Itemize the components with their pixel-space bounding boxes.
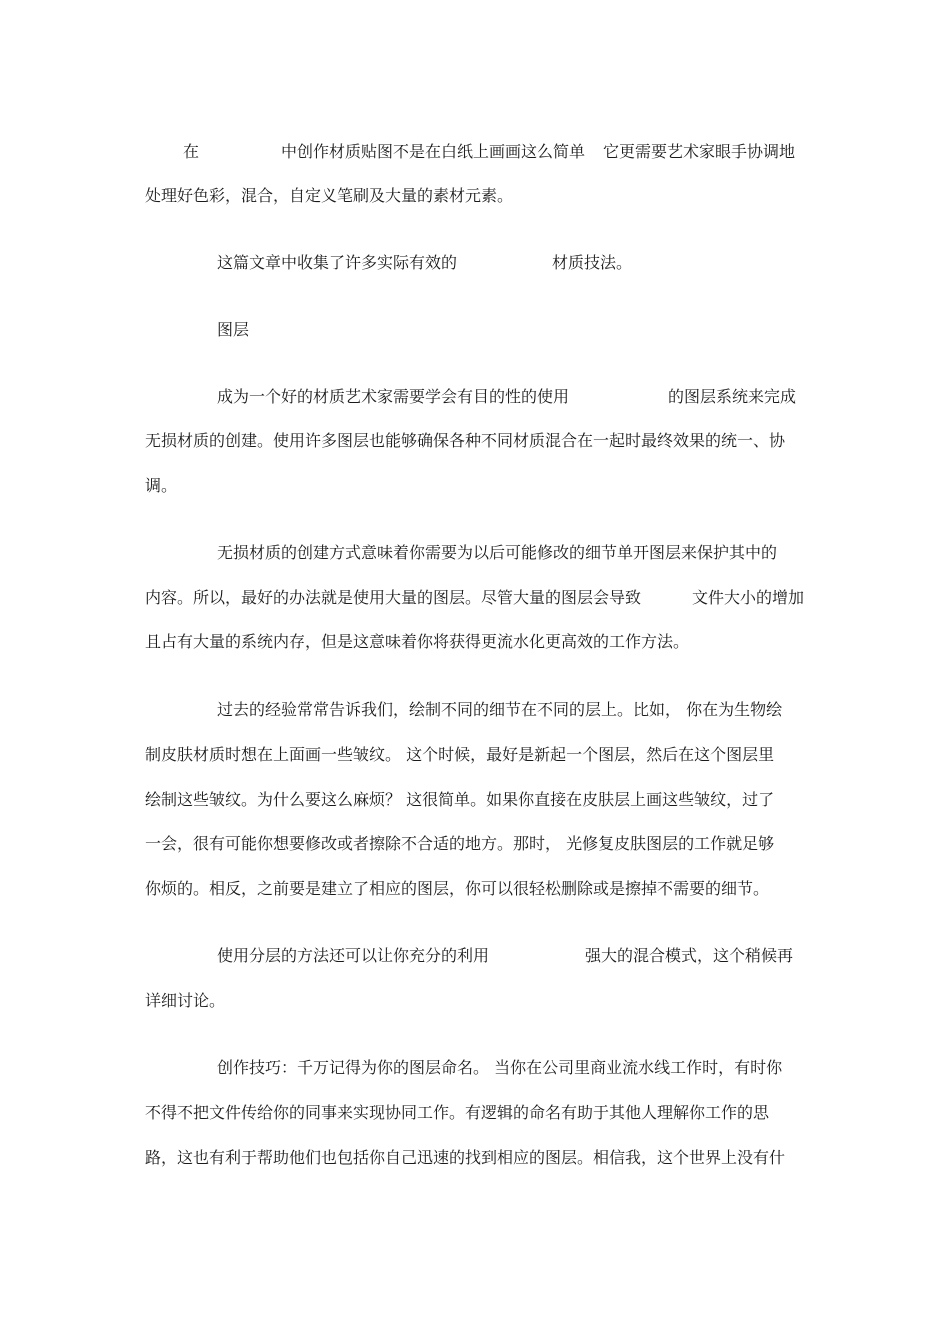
text-line: 路，这也有利于帮助他们也包括你自己迅速的找到相应的图层。相信我，这个世界上没有什 (145, 1148, 786, 1167)
text-line: 你烦的。相反，之前要是建立了相应的图层，你可以很轻松删除或是擦掉不需要的细节。 (145, 879, 770, 898)
text-segment: 材质技法。 (552, 253, 633, 272)
text-line: 创作技巧：千万记得为你的图层命名。 当你在公司里商业流水线工作时，有时你 (217, 1058, 783, 1077)
text-segment: 文件大小的增加 (692, 588, 805, 607)
text-line: 制皮肤材质时想在上面画一些皱纹。 这个时候，最好是新起一个图层，然后在这个图层里 (145, 745, 775, 764)
text-line: 不得不把文件传给你的同事来实现协同工作。有逻辑的命名有助于其他人理解你工作的思 (145, 1103, 770, 1122)
text-segment: 它更需要艺术家眼手协调地 (603, 142, 796, 161)
text-segment: 使用分层的方法还可以让你充分的利用 (217, 946, 490, 965)
text-line: 调。 (145, 476, 178, 495)
text-segment: 这篇文章中收集了许多实际有效的 (217, 253, 458, 272)
text-line: 且占有大量的系统内存，但是这意味着你将获得更流水化更高效的工作方法。 (145, 632, 690, 651)
text-line: 无损材质的创建方式意味着你需要为以后可能修改的细节单开图层来保护其中的 (217, 543, 778, 562)
text-segment: 的图层系统来完成 (668, 387, 797, 406)
text-line: 详细讨论。 (145, 991, 226, 1010)
section-heading: 图层 (217, 320, 250, 339)
text-line: 一会，很有可能你想要修改或者擦除不合适的地方。那时， 光修复皮肤图层的工作就足够 (145, 834, 775, 853)
text-segment: 强大的混合模式，这个稍候再 (585, 946, 794, 965)
text-segment: 成为一个好的材质艺术家需要学会有目的性的使用 (217, 387, 570, 406)
text-segment: 中创作材质贴图不是在白纸上画画这么简单 (281, 142, 586, 161)
text-line: 无损材质的创建。使用许多图层也能够确保各种不同材质混合在一起时最终效果的统一、协 (145, 431, 786, 450)
text-segment: 在 (183, 142, 200, 161)
text-line: 绘制这些皱纹。为什么要这么麻烦？ 这很简单。如果你直接在皮肤层上画这些皱纹，过了 (145, 790, 775, 809)
text-segment: 内容。所以，最好的办法就是使用大量的图层。尽管大量的图层会导致 (145, 588, 642, 607)
text-line: 处理好色彩，混合，自定义笔刷及大量的素材元素。 (145, 186, 514, 205)
text-line: 过去的经验常常告诉我们，绘制不同的细节在不同的层上。比如， 你在为生物绘 (217, 700, 783, 719)
